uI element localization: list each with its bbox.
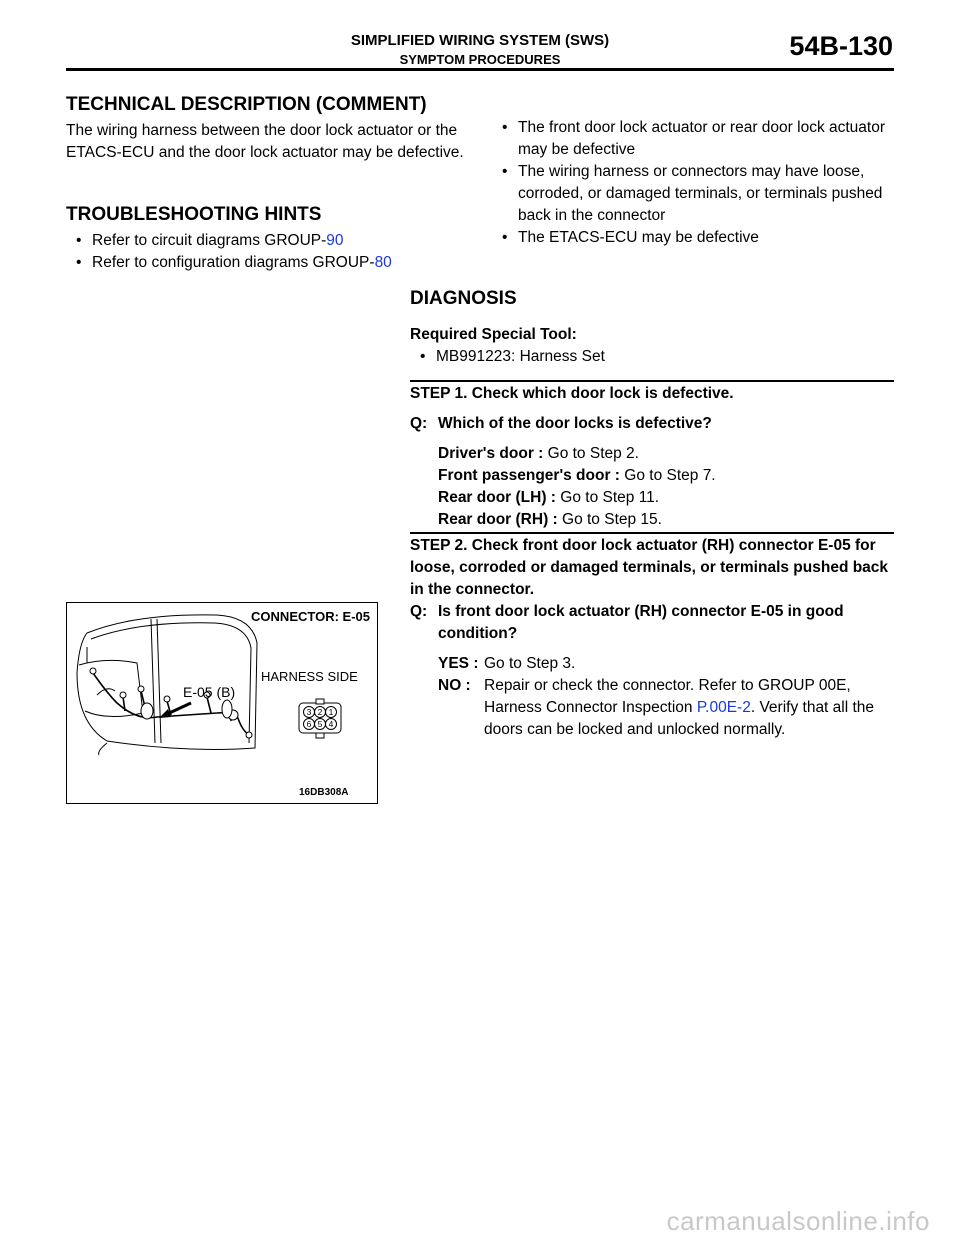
step-1 [410,383,894,531]
step2-question: Q: Is front door lock actuator (RH) connector E-05 in good condition? [410,603,844,642]
answer-yes: YES : Go to Step 3. [438,655,576,672]
cause-item: • The wiring harness or connectors may have loose, corroded, or damaged terminals, or terminals pushed back in the connector [492,161,892,227]
figure-code: 16DB308A [299,787,349,798]
step1-rule [410,380,894,382]
pin-label: 5 [317,719,323,729]
special-tool-item: • MB991223: Harness Set [410,346,894,368]
section-title: SIMPLIFIED WIRING SYSTEM (SWS) [350,32,610,49]
step1-answers [410,443,894,531]
troubleshooting-hints [66,204,476,274]
technical-description [66,94,476,164]
pin-label: 1 [328,707,334,717]
pin-label: 6 [306,719,312,729]
answer-drivers-door: Driver's door : Go to Step 2. [438,445,639,462]
watermark: carmanualsonline.info [666,1206,930,1236]
cause-item: • The front door lock actuator or rear door lock actuator may be defective [492,117,892,161]
hint-item: • Refer to circuit diagrams GROUP-90 [66,230,476,252]
step1-question: Q: Which of the door locks is defective? [410,415,712,432]
harness-side-label: HARNESS SIDE [261,669,358,684]
p00e-2-link[interactable]: P.00E-2 [696,699,751,716]
step2-answers [410,653,894,741]
group-90-link[interactable]: 90 [326,232,344,249]
technical-description-text: The wiring harness between the door lock actuator or the ETACS-ECU and the door lock actuator may be defective. [66,122,464,161]
answer-front-passenger-door: Front passenger's door : Go to Step 7. [438,467,716,484]
hint-item: • Refer to configuration diagrams GROUP-80 [66,252,476,274]
hints-list [66,230,476,274]
technical-description-heading: TECHNICAL DESCRIPTION (COMMENT) [66,94,427,115]
door-connector-illustration [67,603,377,803]
pin-label: 2 [317,707,323,717]
diagnosis-heading: DIAGNOSIS [410,288,517,309]
figure-title: CONNECTOR: E-05 [251,609,370,624]
page-number: 54B-130 [789,31,893,61]
subsection-title: SYMPTOM PROCEDURES [399,52,561,67]
step-2 [410,535,894,741]
special-tool-label: Required Special Tool: [410,326,577,343]
cause-item: • The ETACS-ECU may be defective [492,227,892,249]
wire-clips [90,668,252,738]
step2-rule [410,532,894,534]
diagnosis-section [410,288,894,368]
pin-label: 3 [306,707,312,717]
troubleshooting-hints-heading: TROUBLESHOOTING HINTS [66,204,322,225]
connector-label: E-05 (B) [183,684,236,700]
step1-title: STEP 1. Check which door lock is defective. [410,385,734,402]
pin-label: 4 [328,719,334,729]
header-rule [66,68,894,71]
answer-no: NO : Repair or check the connector. Refer to GROUP 00E, Harness Connector Inspection P.00E-2. Verify that all the doors can be locked and unlocked normally. [438,677,875,738]
connector-face [299,699,341,738]
step2-title: STEP 2. Check front door lock actuator (RH) connector E-05 for loose, corroded or damaged terminals, or terminals pushed back in the connector. [410,537,889,598]
connector-figure [66,602,378,804]
group-80-link[interactable]: 80 [374,254,392,271]
answer-rear-door-rh: Rear door (RH) : Go to Step 15. [438,511,662,528]
cause-list [492,117,892,249]
answer-rear-door-lh: Rear door (LH) : Go to Step 11. [438,489,660,506]
